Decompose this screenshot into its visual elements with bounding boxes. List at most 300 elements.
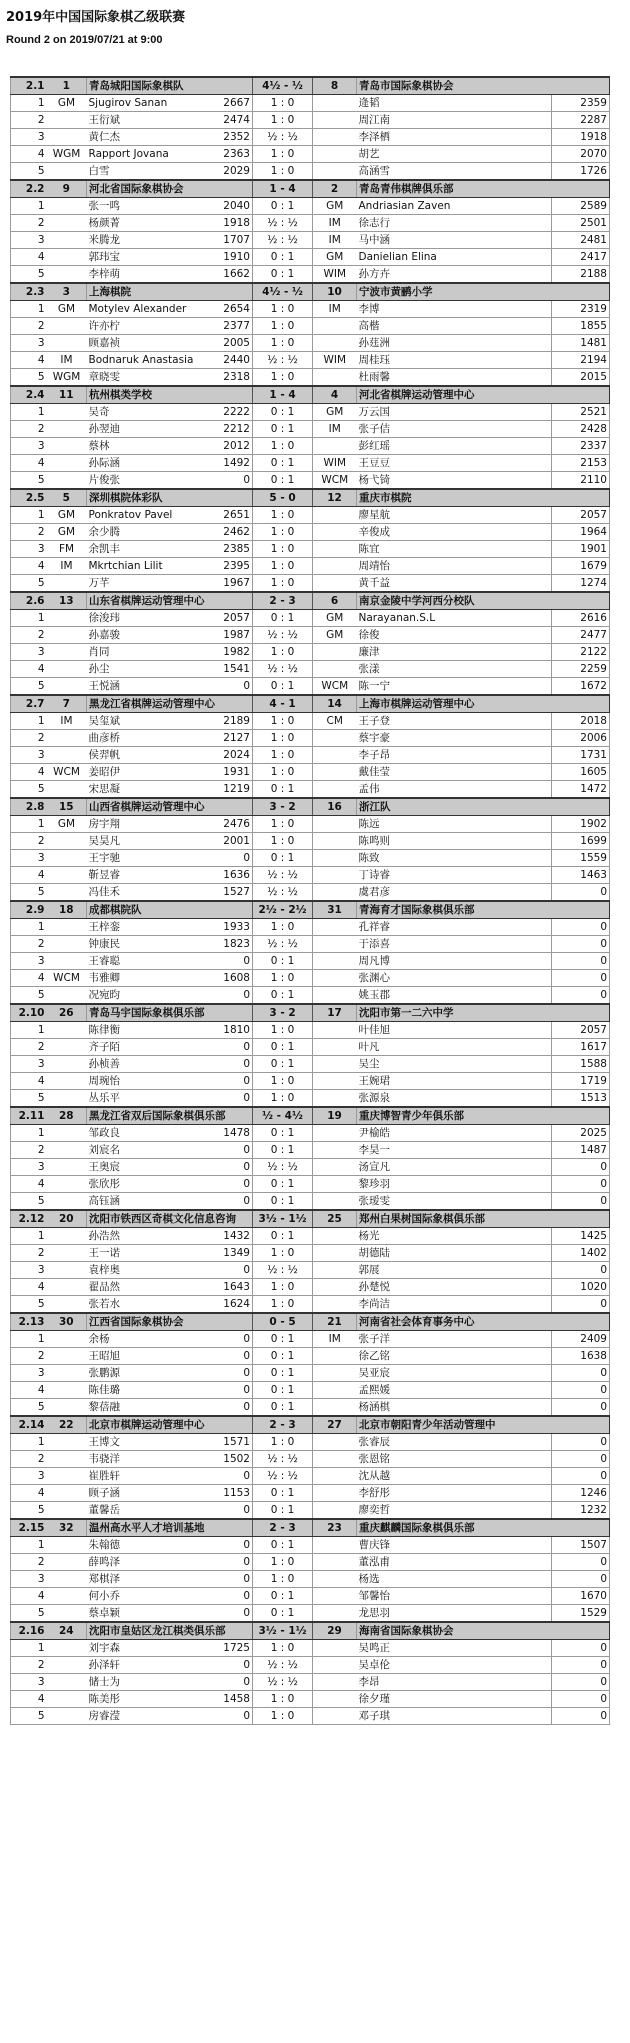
- game-result: 0 : 1: [253, 1056, 313, 1073]
- away-team-name: 重庆麒麟国际象棋俱乐部: [357, 1519, 610, 1537]
- board-number: 4: [11, 249, 47, 266]
- white-rating: 1636: [209, 867, 253, 884]
- game-row: [11, 764, 610, 781]
- white-rating: 1432: [209, 1228, 253, 1245]
- black-player-name: 辛俊成: [357, 524, 552, 541]
- white-rating: 1349: [209, 1245, 253, 1262]
- white-title: [47, 1090, 87, 1108]
- white-player-name: 姜昭伊: [87, 764, 209, 781]
- board-number: 2: [11, 1039, 47, 1056]
- board-number: 3: [11, 129, 47, 146]
- black-title: WCM: [313, 678, 357, 696]
- home-team-name: 深圳棋院体彩队: [87, 489, 253, 507]
- white-rating: 0: [209, 1674, 253, 1691]
- white-title: [47, 730, 87, 747]
- black-rating: 1425: [552, 1228, 610, 1245]
- white-rating: 1624: [209, 1296, 253, 1314]
- black-player-name: 虞君彦: [357, 884, 552, 902]
- black-rating: 2481: [552, 232, 610, 249]
- white-title: [47, 1348, 87, 1365]
- board-number: 3: [11, 644, 47, 661]
- black-rating: 0: [552, 1708, 610, 1725]
- white-rating: 2667: [209, 95, 253, 112]
- match-header-row: [11, 386, 610, 404]
- black-player-name: Danielian Elina: [357, 249, 552, 266]
- white-player-name: 余凯丰: [87, 541, 209, 558]
- black-player-name: 周靖怡: [357, 558, 552, 575]
- white-player-name: 肖同: [87, 644, 209, 661]
- white-rating: 0: [209, 953, 253, 970]
- game-row: [11, 781, 610, 799]
- game-row: [11, 249, 610, 266]
- round-info: Round 2 on 2019/07/21 at 9:00: [6, 34, 163, 46]
- white-title: [47, 627, 87, 644]
- black-rating: 2477: [552, 627, 610, 644]
- white-title: [47, 1073, 87, 1090]
- away-seed: 19: [313, 1107, 357, 1125]
- board-number: 5: [11, 1296, 47, 1314]
- board-number: 1: [11, 1434, 47, 1451]
- black-title: IM: [313, 1331, 357, 1348]
- black-player-name: 张瑷雯: [357, 1193, 552, 1211]
- away-team-name: 海南省国际象棋协会: [357, 1622, 610, 1640]
- game-result: ½ : ½: [253, 1657, 313, 1674]
- white-player-name: 刘宇森: [87, 1640, 209, 1657]
- away-team-name: 青岛市国际象棋协会: [357, 77, 610, 95]
- white-rating: 0: [209, 1502, 253, 1520]
- board-number: 3: [11, 1365, 47, 1382]
- match-number: 2.6: [11, 592, 47, 610]
- board-number: 4: [11, 661, 47, 678]
- game-row: [11, 713, 610, 730]
- black-title: [313, 987, 357, 1005]
- black-title: [313, 867, 357, 884]
- black-title: [313, 129, 357, 146]
- match-score: 3½ - 1½: [253, 1622, 313, 1640]
- white-rating: 2024: [209, 747, 253, 764]
- white-title: [47, 1554, 87, 1571]
- black-title: GM: [313, 627, 357, 644]
- white-rating: 0: [209, 1331, 253, 1348]
- game-row: [11, 472, 610, 490]
- white-rating: 1502: [209, 1451, 253, 1468]
- black-player-name: 逄韬: [357, 95, 552, 112]
- white-title: [47, 215, 87, 232]
- white-player-name: 朱翰德: [87, 1537, 209, 1554]
- black-rating: 0: [552, 1365, 610, 1382]
- game-row: [11, 1382, 610, 1399]
- black-rating: 0: [552, 1691, 610, 1708]
- white-title: [47, 1056, 87, 1073]
- black-player-name: 戴佳莹: [357, 764, 552, 781]
- away-team-name: 青岛青伟棋牌俱乐部: [357, 180, 610, 198]
- board-number: 1: [11, 404, 47, 421]
- white-title: [47, 919, 87, 936]
- game-row: [11, 369, 610, 387]
- match-number: 2.14: [11, 1416, 47, 1434]
- white-title: [47, 1193, 87, 1211]
- match-header-row: [11, 1313, 610, 1331]
- black-player-name: 孙莛洲: [357, 335, 552, 352]
- game-row: [11, 627, 610, 644]
- white-title: WCM: [47, 764, 87, 781]
- board-number: 2: [11, 936, 47, 953]
- board-number: 2: [11, 215, 47, 232]
- white-player-name: 何小乔: [87, 1588, 209, 1605]
- game-row: [11, 335, 610, 352]
- away-seed: 17: [313, 1004, 357, 1022]
- home-team-name: 北京市棋牌运动管理中心: [87, 1416, 253, 1434]
- white-title: [47, 112, 87, 129]
- white-rating: 1492: [209, 455, 253, 472]
- white-player-name: 黄仁杰: [87, 129, 209, 146]
- white-title: [47, 1657, 87, 1674]
- white-title: [47, 318, 87, 335]
- board-number: 2: [11, 1348, 47, 1365]
- away-seed: 31: [313, 901, 357, 919]
- white-rating: 0: [209, 850, 253, 867]
- game-result: 1 : 0: [253, 301, 313, 318]
- white-player-name: 郑棋泽: [87, 1571, 209, 1588]
- black-player-name: 胡德陆: [357, 1245, 552, 1262]
- black-title: [313, 1468, 357, 1485]
- board-number: 5: [11, 369, 47, 387]
- white-player-name: 韦骁洋: [87, 1451, 209, 1468]
- away-seed: 21: [313, 1313, 357, 1331]
- black-title: [313, 1073, 357, 1090]
- game-row: [11, 95, 610, 112]
- white-player-name: 陈美彤: [87, 1691, 209, 1708]
- home-seed: 30: [47, 1313, 87, 1331]
- black-title: [313, 1554, 357, 1571]
- black-title: [313, 146, 357, 163]
- white-rating: 0: [209, 1039, 253, 1056]
- black-player-name: 万云国: [357, 404, 552, 421]
- white-player-name: 齐子陌: [87, 1039, 209, 1056]
- board-number: 4: [11, 352, 47, 369]
- black-rating: 1487: [552, 1142, 610, 1159]
- game-row: [11, 1056, 610, 1073]
- white-rating: 2189: [209, 713, 253, 730]
- white-rating: 0: [209, 1159, 253, 1176]
- white-rating: 1643: [209, 1279, 253, 1296]
- white-title: [47, 198, 87, 215]
- black-rating: 2428: [552, 421, 610, 438]
- board-number: 5: [11, 575, 47, 593]
- white-rating: 2057: [209, 610, 253, 627]
- white-player-name: 房宇翔: [87, 816, 209, 833]
- white-player-name: 孙翌迪: [87, 421, 209, 438]
- white-title: [47, 1228, 87, 1245]
- black-rating: 2070: [552, 146, 610, 163]
- white-rating: 1608: [209, 970, 253, 987]
- home-seed: 24: [47, 1622, 87, 1640]
- black-player-name: 尹榆皓: [357, 1125, 552, 1142]
- white-title: GM: [47, 507, 87, 524]
- black-rating: 1855: [552, 318, 610, 335]
- board-number: 1: [11, 1537, 47, 1554]
- black-title: [313, 1571, 357, 1588]
- black-rating: 2337: [552, 438, 610, 455]
- game-result: 1 : 0: [253, 558, 313, 575]
- black-rating: 2153: [552, 455, 610, 472]
- game-row: [11, 541, 610, 558]
- black-title: [313, 95, 357, 112]
- white-title: [47, 1159, 87, 1176]
- black-rating: 1463: [552, 867, 610, 884]
- white-rating: 1571: [209, 1434, 253, 1451]
- white-rating: 2651: [209, 507, 253, 524]
- game-result: 0 : 1: [253, 1588, 313, 1605]
- away-seed: 6: [313, 592, 357, 610]
- game-row: [11, 936, 610, 953]
- home-seed: 26: [47, 1004, 87, 1022]
- game-row: [11, 1485, 610, 1502]
- match-score: 4½ - ½: [253, 77, 313, 95]
- white-title: [47, 850, 87, 867]
- results-table: [10, 76, 610, 1725]
- white-title: WGM: [47, 369, 87, 387]
- home-team-name: 山东省棋牌运动管理中心: [87, 592, 253, 610]
- home-seed: 5: [47, 489, 87, 507]
- board-number: 3: [11, 1056, 47, 1073]
- away-team-name: 河北省棋牌运动管理中心: [357, 386, 610, 404]
- game-row: [11, 1262, 610, 1279]
- board-number: 1: [11, 507, 47, 524]
- game-row: [11, 1245, 610, 1262]
- white-rating: 1458: [209, 1691, 253, 1708]
- game-result: ½ : ½: [253, 1159, 313, 1176]
- white-rating: 1931: [209, 764, 253, 781]
- white-rating: 2476: [209, 816, 253, 833]
- white-rating: 1153: [209, 1485, 253, 1502]
- black-player-name: 张渊心: [357, 970, 552, 987]
- black-player-name: 廖星航: [357, 507, 552, 524]
- black-player-name: 王子登: [357, 713, 552, 730]
- board-number: 3: [11, 850, 47, 867]
- white-player-name: 王博文: [87, 1434, 209, 1451]
- white-rating: 0: [209, 1588, 253, 1605]
- game-row: [11, 318, 610, 335]
- game-row: [11, 1502, 610, 1520]
- board-number: 2: [11, 421, 47, 438]
- game-row: [11, 884, 610, 902]
- away-seed: 10: [313, 283, 357, 301]
- game-row: [11, 1468, 610, 1485]
- game-row: [11, 1434, 610, 1451]
- white-player-name: Bodnaruk Anastasia: [87, 352, 209, 369]
- black-player-name: 龙思羽: [357, 1605, 552, 1623]
- black-title: [313, 1502, 357, 1520]
- white-player-name: 王悦涵: [87, 678, 209, 696]
- black-player-name: 黎珍羽: [357, 1176, 552, 1193]
- game-result: 1 : 0: [253, 524, 313, 541]
- game-row: [11, 610, 610, 627]
- white-player-name: Ponkratov Pavel: [87, 507, 209, 524]
- white-player-name: 许亦柠: [87, 318, 209, 335]
- game-result: ½ : ½: [253, 936, 313, 953]
- black-title: [313, 558, 357, 575]
- away-seed: 23: [313, 1519, 357, 1537]
- black-player-name: 姚玉郡: [357, 987, 552, 1005]
- black-rating: 2589: [552, 198, 610, 215]
- home-team-name: 山西省棋牌运动管理中心: [87, 798, 253, 816]
- white-rating: 0: [209, 1399, 253, 1417]
- white-player-name: 王奥宸: [87, 1159, 209, 1176]
- game-result: 1 : 0: [253, 970, 313, 987]
- game-result: 1 : 0: [253, 1245, 313, 1262]
- game-result: ½ : ½: [253, 232, 313, 249]
- white-title: FM: [47, 541, 87, 558]
- black-rating: 0: [552, 1193, 610, 1211]
- match-header-row: [11, 180, 610, 198]
- home-team-name: 沈阳市铁西区奇棋文化信息咨询: [87, 1210, 253, 1228]
- black-title: [313, 1228, 357, 1245]
- black-player-name: 黄千益: [357, 575, 552, 593]
- game-result: 0 : 1: [253, 1502, 313, 1520]
- game-result: 1 : 0: [253, 1434, 313, 1451]
- white-player-name: 张若水: [87, 1296, 209, 1314]
- black-player-name: 王豆豆: [357, 455, 552, 472]
- white-rating: 0: [209, 1468, 253, 1485]
- black-title: [313, 1588, 357, 1605]
- white-player-name: 孙际涵: [87, 455, 209, 472]
- game-row: [11, 266, 610, 284]
- match-score: ½ - 4½: [253, 1107, 313, 1125]
- game-row: [11, 1708, 610, 1725]
- game-row: [11, 438, 610, 455]
- match-score: 3 - 2: [253, 798, 313, 816]
- white-title: [47, 1588, 87, 1605]
- game-row: [11, 301, 610, 318]
- board-number: 2: [11, 1657, 47, 1674]
- black-player-name: 张恩铭: [357, 1451, 552, 1468]
- black-rating: 1679: [552, 558, 610, 575]
- white-player-name: 邹政良: [87, 1125, 209, 1142]
- game-result: 0 : 1: [253, 953, 313, 970]
- board-number: 3: [11, 1674, 47, 1691]
- game-row: [11, 352, 610, 369]
- black-player-name: 廉津: [357, 644, 552, 661]
- white-rating: 1967: [209, 575, 253, 593]
- black-title: [313, 884, 357, 902]
- black-title: [313, 1125, 357, 1142]
- white-rating: 2005: [209, 335, 253, 352]
- match-number: 2.12: [11, 1210, 47, 1228]
- game-result: 0 : 1: [253, 198, 313, 215]
- game-row: [11, 215, 610, 232]
- white-player-name: 薛鸣泽: [87, 1554, 209, 1571]
- black-player-name: 陈鸣则: [357, 833, 552, 850]
- black-title: [313, 1657, 357, 1674]
- match-score: 2 - 3: [253, 592, 313, 610]
- game-row: [11, 163, 610, 181]
- white-title: [47, 884, 87, 902]
- match-header-row: [11, 1622, 610, 1640]
- game-result: ½ : ½: [253, 884, 313, 902]
- away-team-name: 南京金陵中学河西分校队: [357, 592, 610, 610]
- black-title: [313, 163, 357, 181]
- match-header-row: [11, 1519, 610, 1537]
- match-header-row: [11, 489, 610, 507]
- black-player-name: 邓子琪: [357, 1708, 552, 1725]
- black-title: GM: [313, 198, 357, 215]
- white-rating: 2395: [209, 558, 253, 575]
- home-team-name: 杭州棋类学校: [87, 386, 253, 404]
- black-title: [313, 850, 357, 867]
- home-team-name: 青岛马宇国际象棋俱乐部: [87, 1004, 253, 1022]
- white-title: [47, 1502, 87, 1520]
- game-result: 0 : 1: [253, 850, 313, 867]
- game-result: 1 : 0: [253, 730, 313, 747]
- white-title: [47, 1382, 87, 1399]
- game-result: 0 : 1: [253, 421, 313, 438]
- black-player-name: 吴鸣正: [357, 1640, 552, 1657]
- white-player-name: 孙桢善: [87, 1056, 209, 1073]
- game-row: [11, 455, 610, 472]
- white-player-name: 靳昱睿: [87, 867, 209, 884]
- match-header-row: [11, 592, 610, 610]
- away-team-name: 上海市棋牌运动管理中心: [357, 695, 610, 713]
- match-number: 2.10: [11, 1004, 47, 1022]
- game-result: 1 : 0: [253, 335, 313, 352]
- white-rating: 2012: [209, 438, 253, 455]
- white-rating: 2352: [209, 129, 253, 146]
- away-seed: 16: [313, 798, 357, 816]
- game-row: [11, 1399, 610, 1417]
- white-player-name: 蔡林: [87, 438, 209, 455]
- board-number: 2: [11, 1554, 47, 1571]
- game-row: [11, 421, 610, 438]
- black-rating: 0: [552, 1159, 610, 1176]
- game-row: [11, 1588, 610, 1605]
- game-row: [11, 919, 610, 936]
- game-row: [11, 850, 610, 867]
- board-number: 1: [11, 919, 47, 936]
- white-player-name: 王一诺: [87, 1245, 209, 1262]
- white-title: [47, 1039, 87, 1056]
- white-player-name: 孙嘉骏: [87, 627, 209, 644]
- black-rating: 0: [552, 1640, 610, 1657]
- black-title: IM: [313, 215, 357, 232]
- match-score: 3 - 2: [253, 1004, 313, 1022]
- black-rating: 0: [552, 1399, 610, 1417]
- white-title: [47, 1691, 87, 1708]
- black-title: [313, 1142, 357, 1159]
- white-rating: 0: [209, 987, 253, 1005]
- white-rating: 0: [209, 1605, 253, 1623]
- match-score: 4 - 1: [253, 695, 313, 713]
- game-result: 0 : 1: [253, 404, 313, 421]
- black-title: [313, 1485, 357, 1502]
- black-rating: 0: [552, 1382, 610, 1399]
- game-row: [11, 1022, 610, 1039]
- white-player-name: 王睿聪: [87, 953, 209, 970]
- home-seed: 9: [47, 180, 87, 198]
- match-score: 5 - 0: [253, 489, 313, 507]
- board-number: 1: [11, 301, 47, 318]
- black-title: [313, 1348, 357, 1365]
- match-number: 2.8: [11, 798, 47, 816]
- board-number: 4: [11, 1485, 47, 1502]
- white-rating: 1982: [209, 644, 253, 661]
- game-result: 0 : 1: [253, 1039, 313, 1056]
- white-rating: 2385: [209, 541, 253, 558]
- black-title: [313, 1022, 357, 1039]
- black-player-name: 杨选: [357, 1571, 552, 1588]
- game-result: 0 : 1: [253, 455, 313, 472]
- black-player-name: Narayanan.S.L: [357, 610, 552, 627]
